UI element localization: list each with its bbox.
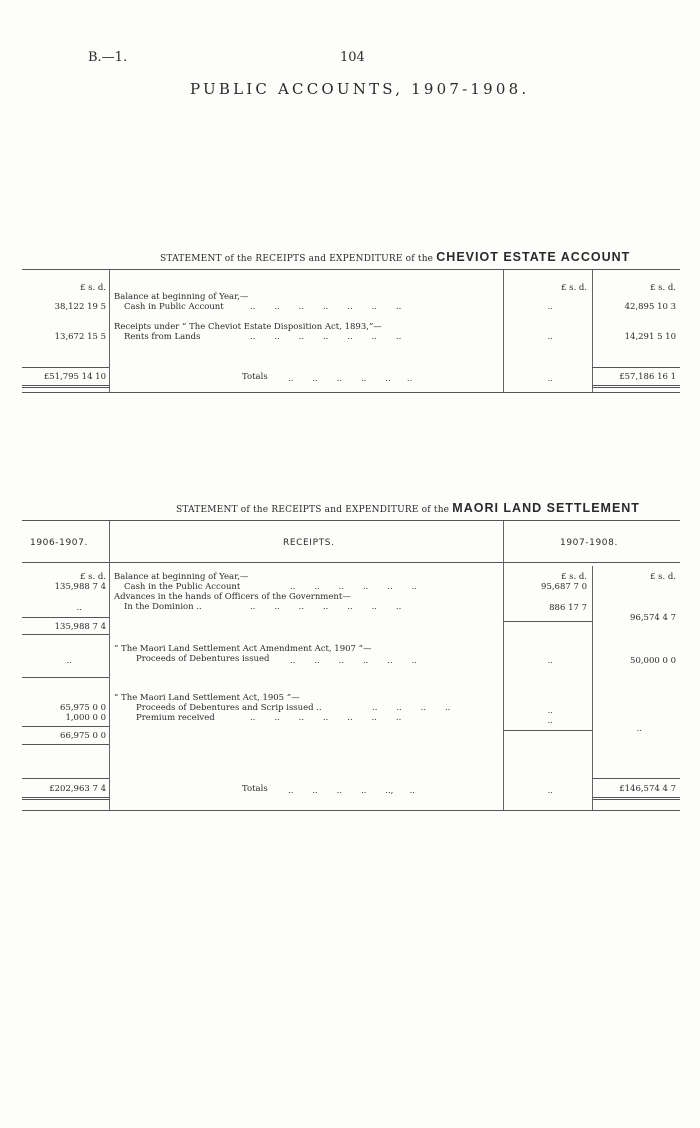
maori-act05-a2: .. <box>547 716 553 726</box>
maori-statement-prefix: STATEMENT of the RECEIPTS and EXPENDITURE of the <box>176 505 450 515</box>
maori-act05-b: .. <box>636 724 642 734</box>
cheviot-row1-left: 38,122 19 5 <box>54 302 106 312</box>
cheviot-statement-heading <box>160 250 630 264</box>
maori-total-b: £146,574 4 7 <box>619 784 676 794</box>
maori-act05-label3: Premium received <box>136 713 215 723</box>
maori-bal-label2: Cash in the Public Account <box>124 582 241 592</box>
cheviot-row1-label2: Cash in Public Account <box>124 302 224 312</box>
cheviot-total-a: .. <box>547 374 553 384</box>
cheviot-row1-label1: Balance at beginning of Year,— <box>114 292 249 302</box>
maori-col-mid-header: RECEIPTS. <box>283 538 335 548</box>
cheviot-b-units: £ s. d. <box>649 283 676 293</box>
maori-bal-a1: 95,687 7 0 <box>541 582 587 592</box>
maori-bal-label3: Advances in the hands of Officers of the Government— <box>114 592 351 602</box>
maori-a-units: £ s. d. <box>560 572 587 582</box>
maori-bal-left1: 135,988 7 4 <box>54 582 106 592</box>
maori-total-left: £202,963 7 4 <box>49 784 106 794</box>
maori-act05-label2: Proceeds of Debentures and Scrip issued .. <box>136 703 322 713</box>
maori-amend-left: .. <box>66 656 72 666</box>
maori-act05-a1: .. <box>547 706 553 716</box>
maori-amend-label2: Proceeds of Debentures issued <box>136 654 270 664</box>
maori-act05-left1: 65,975 0 0 <box>60 703 106 713</box>
maori-col-left-header: 1906-1907. <box>30 538 88 548</box>
cheviot-row2-label1: Receipts under “ The Cheviot Estate Disposition Act, 1893,”— <box>114 322 382 332</box>
cheviot-total-b: £57,186 16 1 <box>619 372 676 382</box>
maori-statement-name: MAORI LAND SETTLEMENT <box>452 501 640 515</box>
maori-bal-sub: 135,988 7 4 <box>54 622 106 632</box>
maori-act05-sub: 66,975 0 0 <box>60 731 106 741</box>
maori-total-label: Totals <box>242 784 268 794</box>
maori-bal-left2: .. <box>76 603 82 613</box>
cheviot-total-label: Totals <box>242 372 268 382</box>
maori-act05-label1: “ The Maori Land Settlement Act, 1905 ”— <box>114 693 300 703</box>
maori-col-right-header: 1907-1908. <box>560 538 618 548</box>
maori-bal-a2: 886 17 7 <box>549 603 587 613</box>
maori-amend-a: .. <box>547 656 553 666</box>
page-number: 104 <box>340 50 365 65</box>
cheviot-a-units: £ s. d. <box>560 283 587 293</box>
cheviot-row2-a: .. <box>547 332 553 342</box>
maori-amend-b: 50,000 0 0 <box>630 656 676 666</box>
maori-b-units: £ s. d. <box>649 572 676 582</box>
cheviot-row1-a: .. <box>547 302 553 312</box>
maori-bal-label4: In the Dominion .. <box>124 602 202 612</box>
page-reference: B.—1. <box>88 50 128 65</box>
cheviot-row2-b: 14,291 5 10 <box>624 332 676 342</box>
cheviot-left-units: £ s. d. <box>79 283 106 293</box>
maori-total-a: .. <box>547 786 553 796</box>
cheviot-total-left: £51,795 14 10 <box>43 372 106 382</box>
maori-act05-left2: 1,000 0 0 <box>65 713 106 723</box>
cheviot-statement-prefix: STATEMENT of the RECEIPTS and EXPENDITURE of the <box>160 254 434 264</box>
cheviot-row2-label2: Rents from Lands <box>124 332 201 342</box>
cheviot-statement-name: CHEVIOT ESTATE ACCOUNT <box>436 250 631 264</box>
maori-bal-label1: Balance at beginning of Year,— <box>114 572 249 582</box>
maori-left-units: £ s. d. <box>79 572 106 582</box>
cheviot-row1-b: 42,895 10 3 <box>624 302 676 312</box>
cheviot-row2-left: 13,672 15 5 <box>54 332 106 342</box>
maori-amend-label1: “ The Maori Land Settlement Act Amendment Act, 1907 ”— <box>114 644 372 654</box>
page-title: PUBLIC ACCOUNTS, 1907-1908. <box>190 80 530 98</box>
maori-bal-b: 96,574 4 7 <box>630 613 676 623</box>
maori-statement-heading <box>176 501 640 515</box>
